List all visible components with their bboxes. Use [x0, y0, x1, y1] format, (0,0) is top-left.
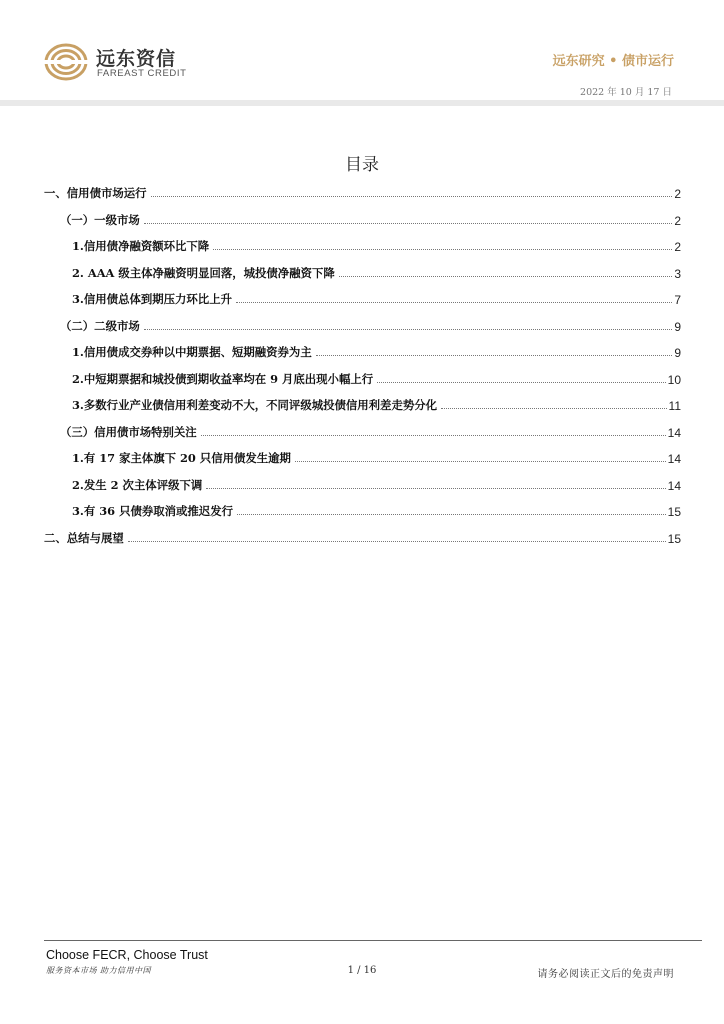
- toc-dot-leader: [144, 329, 673, 330]
- toc-entry-page: 15: [667, 531, 681, 546]
- toc-entry[interactable]: [72, 261, 681, 281]
- toc-entry-label: 1.信用债成交券种以中期票据、短期融资券为主: [72, 345, 312, 359]
- toc-title: 目录: [345, 155, 379, 175]
- toc-entry-label: （二）二级市场: [60, 318, 140, 333]
- footer-divider: [44, 940, 702, 941]
- toc-entry-page: 2: [674, 187, 681, 201]
- toc-entry[interactable]: [72, 367, 681, 387]
- toc-dot-leader: [206, 488, 665, 489]
- header-divider: [0, 100, 724, 106]
- toc-entry[interactable]: [72, 287, 681, 307]
- toc-dot-leader: [236, 302, 672, 303]
- toc-dot-leader: [316, 355, 673, 356]
- toc-entry-page: 7: [674, 293, 681, 307]
- footer-slogan-chinese: 服务资本市场 助力信用中国: [46, 966, 152, 975]
- toc-entry-page: 14: [667, 452, 681, 466]
- toc-dot-leader: [339, 276, 673, 277]
- toc-entry[interactable]: [72, 393, 681, 413]
- fareast-logo-icon: [44, 42, 90, 82]
- toc-entry-label: 3.信用债总体到期压力环比上升: [72, 292, 232, 306]
- toc-dot-leader: [441, 408, 667, 409]
- toc-entry-page: 3: [674, 266, 681, 281]
- toc-entry-label: 一、信用债市场运行: [44, 186, 147, 200]
- toc-entry-label: 3.有 36 只债券取消或推迟发行: [72, 504, 233, 518]
- toc-dot-leader: [213, 249, 672, 250]
- toc-entry-label: 2. AAA 级主体净融资明显回落，城投债净融资下降: [72, 265, 335, 280]
- toc-entry-page: 9: [674, 346, 681, 360]
- toc-entry-label: 2.发生 2 次主体评级下调: [72, 477, 203, 492]
- toc-entry[interactable]: [44, 181, 681, 201]
- logo-chinese-name: 远东资信: [96, 48, 177, 70]
- toc-entry-label: 1.有 17 家主体旗下 20 只信用债发生逾期: [72, 451, 291, 465]
- toc-entry-label: （一）一级市场: [60, 212, 140, 227]
- toc-entry[interactable]: [60, 208, 681, 228]
- toc-entry-label: 二、总结与展望: [44, 530, 124, 545]
- toc-entry-page: 14: [667, 478, 681, 493]
- logo-english-name: FAREAST CREDIT: [97, 68, 187, 79]
- toc-entry[interactable]: [72, 473, 681, 493]
- report-type: 远东研究 • 债市运行: [552, 54, 674, 69]
- company-logo: [44, 42, 194, 82]
- toc-dot-leader: [151, 196, 673, 197]
- toc-entry[interactable]: [72, 234, 681, 254]
- toc-entry-label: 2.中短期票据和城投债到期收益率均在 9 月底出现小幅上行: [72, 371, 374, 386]
- toc-dot-leader: [295, 461, 666, 462]
- toc-entry[interactable]: [72, 340, 681, 360]
- toc-entry-page: 2: [674, 213, 681, 228]
- toc-entry[interactable]: [60, 314, 681, 334]
- toc-entry[interactable]: [72, 499, 681, 519]
- toc-entry[interactable]: [72, 446, 681, 466]
- disclaimer-note: 请务必阅读正文后的免责声明: [537, 969, 674, 980]
- toc-entry-page: 15: [667, 505, 681, 519]
- page-number: 1 / 16: [347, 965, 377, 976]
- toc-entry-label: （三）信用债市场特别关注: [60, 424, 197, 439]
- toc-entry-page: 2: [674, 240, 681, 254]
- toc-entry-page: 11: [668, 399, 681, 413]
- toc-entry-page: 9: [674, 319, 681, 334]
- toc-entry-page: 14: [667, 425, 681, 440]
- toc-dot-leader: [377, 382, 666, 383]
- toc-entry-label: 3.多数行业产业债信用利差变动不大，不同评级城投债信用利差走势分化: [72, 398, 438, 412]
- toc-dot-leader: [128, 541, 666, 542]
- toc-dot-leader: [201, 435, 666, 436]
- toc-entry[interactable]: [60, 420, 681, 440]
- footer-slogan-english: Choose FECR, Choose Trust: [46, 948, 208, 962]
- toc-dot-leader: [144, 223, 673, 224]
- report-date: 2022 年 10 月 17 日: [580, 87, 672, 98]
- toc-entry[interactable]: [44, 526, 681, 546]
- toc-dot-leader: [237, 514, 666, 515]
- toc-entry-label: 1.信用债净融资额环比下降: [72, 239, 210, 253]
- page-header: [0, 0, 724, 110]
- toc-entry-page: 10: [667, 372, 681, 387]
